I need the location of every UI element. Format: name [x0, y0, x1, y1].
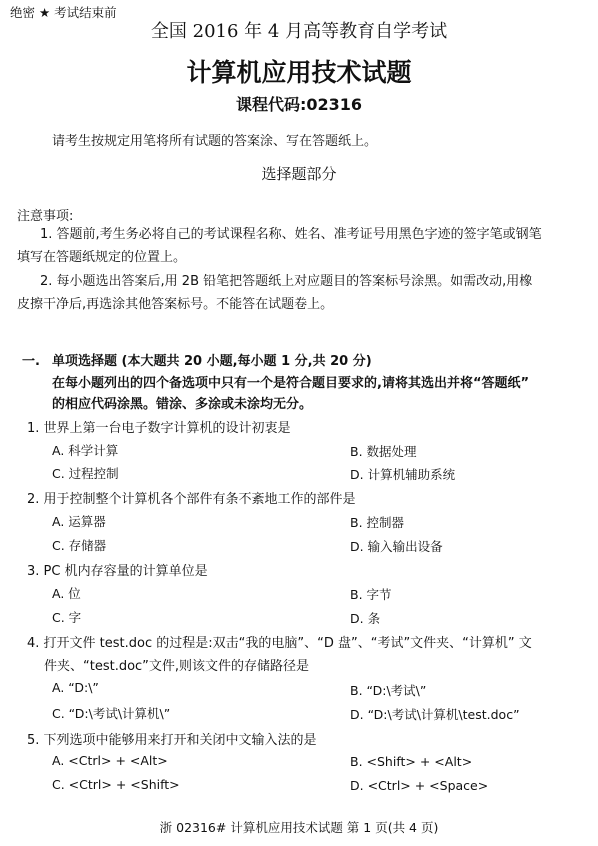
- question-4-option-a: A. “D:\”: [52, 680, 99, 695]
- question-3-option-d: D. 条: [350, 611, 381, 626]
- notes-title: 注意事项:: [17, 209, 74, 224]
- question-2-option-c: C. 存储器: [52, 538, 107, 553]
- question-4-option-c: C. “D:\考试\计算机\”: [52, 706, 171, 721]
- part-description-line-1: 在每小题列出的四个备选项中只有一个是符合题目要求的,请将其选出并将“答题纸”: [52, 376, 530, 391]
- question-5-option-d: D. <Ctrl> + <Space>: [350, 778, 489, 793]
- question-3-option-b: B. 字节: [350, 587, 392, 602]
- page-footer: 浙 02316# 计算机应用技术试题 第 1 页(共 4 页): [159, 820, 439, 835]
- question-1-option-c: C. 过程控制: [52, 466, 119, 481]
- note-2-line-1: 2. 每小题选出答案后,用 2B 铅笔把答题纸上对应题目的答案标号涂黑。如需改动,用橡: [40, 274, 533, 289]
- section-heading: 选择题部分: [261, 165, 337, 183]
- question-5-stem: 5. 下列选项中能够用来打开和关闭中文输入法的是: [27, 733, 317, 748]
- exam-session-line: 全国 2016 年 4 月高等教育自学考试: [150, 21, 448, 42]
- question-3-option-a: A. 位: [52, 586, 81, 601]
- question-5-option-c: C. <Ctrl> + <Shift>: [52, 777, 180, 792]
- note-1-line-1: 1. 答题前,考生务必将自己的考试课程名称、姓名、准考证号用黑色字迹的签字笔或钢笔: [40, 227, 542, 242]
- question-5-option-a: A. <Ctrl> + <Alt>: [52, 753, 168, 768]
- question-4-stem-line-1: 4. 打开文件 test.doc 的过程是:双击“我的电脑”、“D 盘”、“考试”文件夹、“计算机” 文: [27, 636, 532, 651]
- question-2-stem: 2. 用于控制整个计算机各个部件有条不紊地工作的部件是: [27, 492, 356, 507]
- answer-instruction: 请考生按规定用笔将所有试题的答案涂、写在答题纸上。: [52, 134, 378, 149]
- question-4-stem-line-2: 件夹、“test.doc”文件,则该文件的存储路径是: [44, 659, 310, 674]
- course-code: 课程代码:02316: [235, 95, 363, 114]
- part-heading: 单项选择题 (本大题共 20 小题,每小题 1 分,共 20 分): [52, 354, 372, 369]
- question-3-stem: 3. PC 机内存容量的计算单位是: [27, 564, 208, 579]
- question-4-option-b: B. “D:\考试\”: [350, 683, 427, 698]
- question-1-option-a: A. 科学计算: [52, 443, 119, 458]
- question-4-option-d: D. “D:\考试\计算机\test.doc”: [350, 707, 520, 722]
- question-1-stem: 1. 世界上第一台电子数字计算机的设计初衷是: [27, 421, 291, 436]
- note-2-line-2: 皮擦干净后,再选涂其他答案标号。不能答在试题卷上。: [17, 297, 334, 312]
- part-number: 一.: [22, 354, 40, 369]
- question-3-option-c: C. 字: [52, 610, 82, 625]
- confidential-mark: 绝密 ★ 考试结束前: [10, 5, 117, 20]
- question-1-option-d: D. 计算机辅助系统: [350, 467, 456, 482]
- question-2-option-d: D. 输入输出设备: [350, 539, 443, 554]
- page-title: 计算机应用技术试题: [186, 58, 412, 87]
- question-5-option-b: B. <Shift> + <Alt>: [350, 754, 473, 769]
- question-2-option-b: B. 控制器: [350, 515, 405, 530]
- part-description-line-2: 的相应代码涂黑。错涂、多涂或未涂均无分。: [52, 397, 313, 412]
- question-1-option-b: B. 数据处理: [350, 444, 417, 459]
- note-1-line-2: 填写在答题纸规定的位置上。: [17, 250, 187, 265]
- question-2-option-a: A. 运算器: [52, 514, 106, 529]
